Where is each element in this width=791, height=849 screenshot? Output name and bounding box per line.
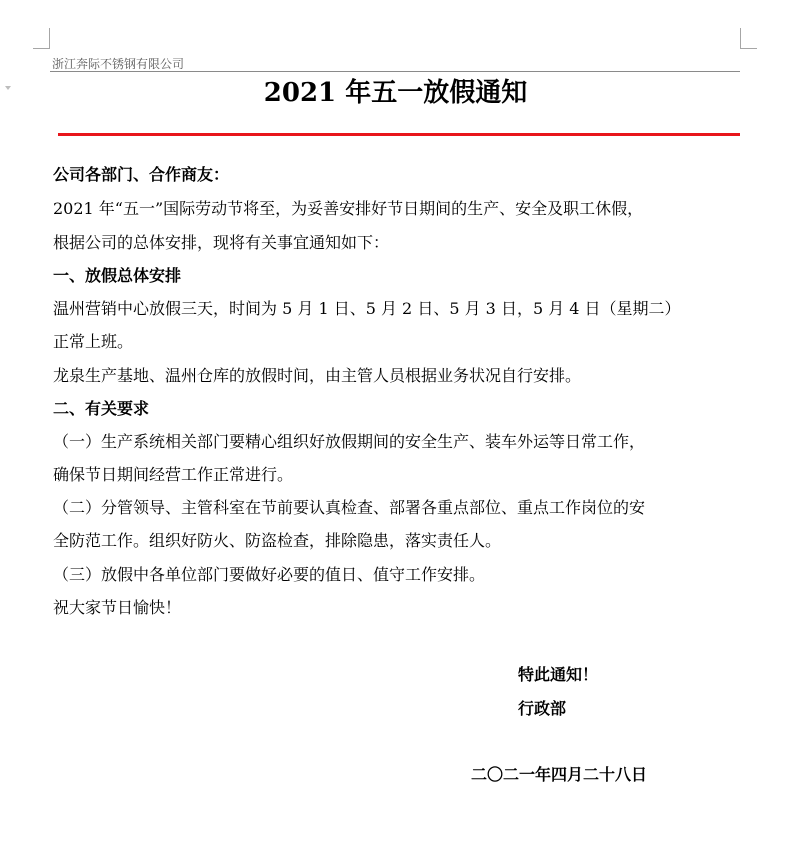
section-2-line-2: 确保节日期间经营工作正常进行。 — [53, 465, 294, 484]
section-1-heading: 一、放假总体安排 — [53, 266, 182, 285]
page-corner-mark-top-right — [740, 28, 757, 49]
header-rule — [50, 71, 740, 72]
section-1-line-1: 温州营销中心放假三天，时间为 5 月 1 日、5 月 2 日、5 月 3 日，5 月 4 日（星期二） — [53, 299, 681, 318]
closing-greeting: 祝大家节日愉快！ — [53, 598, 182, 617]
document-title: 2021 年五一放假通知 — [263, 78, 528, 108]
section-1-line-3: 龙泉生产基地、温州仓库的放假时间，由主管人员根据业务状况自行安排。 — [53, 366, 582, 385]
page-header-company: 浙江奔际不锈钢有限公司 — [52, 57, 185, 71]
section-2-heading: 二、有关要求 — [53, 399, 150, 418]
intro-line-1: 2021 年“五一”国际劳动节将至，为妥善安排好节日期间的生产、安全及职工休假， — [53, 199, 644, 218]
page-corner-mark-top-left — [33, 28, 50, 49]
section-2-line-5: （三）放假中各单位部门要做好必要的值日、值守工作安排。 — [53, 565, 486, 584]
section-2-line-3: （二）分管领导、主管科室在节前要认真检查、部署各重点部位、重点工作岗位的安 — [53, 498, 646, 517]
salutation: 公司各部门、合作商友： — [53, 165, 230, 184]
title-red-rule — [58, 133, 740, 136]
section-2-line-1: （一）生产系统相关部门要精心组织好放假期间的安全生产、装车外运等日常工作， — [53, 432, 646, 451]
signing-date: 二〇二一年四月二十八日 — [471, 765, 648, 784]
section-2-line-4: 全防范工作。组织好防火、防盗检查，排除隐患，落实责任人。 — [53, 531, 502, 550]
signing-department: 行政部 — [518, 699, 567, 718]
intro-line-2: 根据公司的总体安排，现将有关事宜通知如下： — [53, 233, 390, 252]
closing-notice: 特此通知！ — [518, 665, 599, 684]
section-1-line-2: 正常上班。 — [53, 332, 134, 351]
